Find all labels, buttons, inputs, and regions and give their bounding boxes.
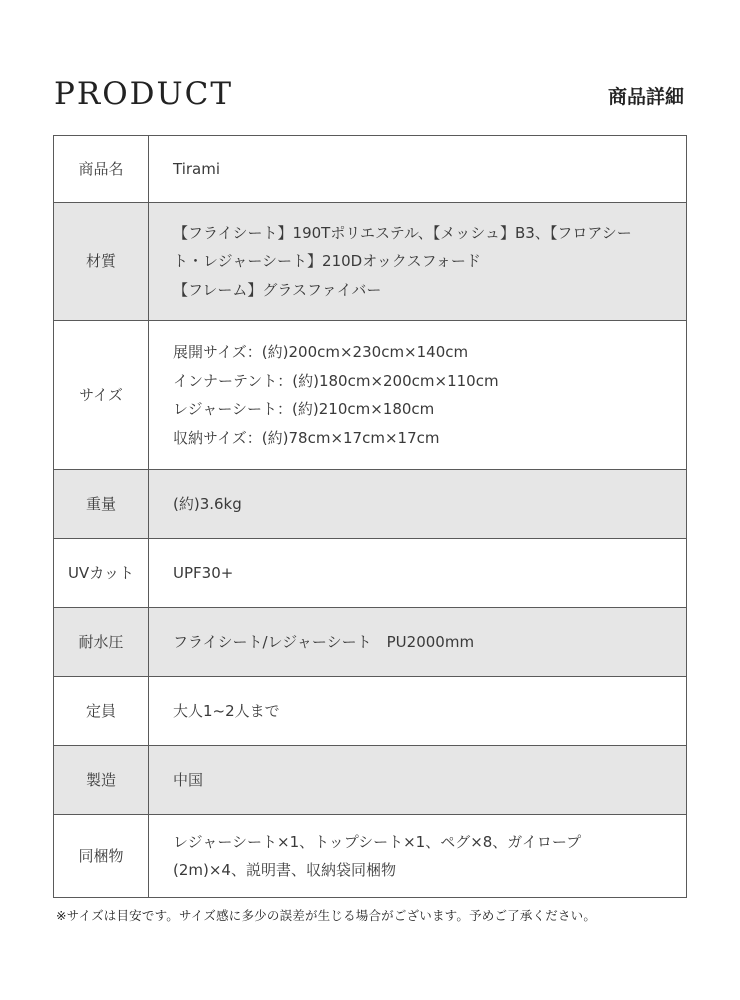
spec-label: 同梱物	[54, 815, 149, 898]
spec-label: サイズ	[54, 321, 149, 470]
spec-value	[149, 321, 687, 470]
page-subtitle: 商品詳細	[607, 86, 684, 108]
spec-value-line: 【フレーム】グラスファイバー	[173, 280, 382, 299]
spec-row-water	[54, 608, 687, 677]
spec-value: UPF30+	[149, 539, 687, 608]
spec-label: 重量	[54, 470, 149, 539]
spec-value	[149, 815, 687, 898]
spec-value: 大人1~2人まで	[149, 677, 687, 746]
spec-value: フライシート/レジャーシート PU2000mm	[149, 608, 687, 677]
spec-row-size	[54, 321, 687, 470]
spec-label: 製造	[54, 746, 149, 815]
spec-table	[53, 135, 687, 898]
spec-value-line: 収納サイズ：(約)78cm×17cm×17cm	[173, 428, 440, 447]
spec-row-origin	[54, 746, 687, 815]
spec-row-weight	[54, 470, 687, 539]
spec-value: Tirami	[149, 136, 687, 203]
spec-value-line: インナーテント：(約)180cm×200cm×110cm	[173, 371, 499, 390]
size-disclaimer-note: ※サイズは目安です。サイズ感に多少の誤差が生じる場合がございます。予めご了承ください。	[56, 908, 597, 923]
spec-value-line: レジャーシート：(約)210cm×180cm	[173, 400, 435, 418]
spec-row-uv	[54, 539, 687, 608]
spec-label: 材質	[54, 203, 149, 321]
spec-row-material	[54, 203, 687, 321]
spec-label: 定員	[54, 677, 149, 746]
spec-value-line: (2m)×4、説明書、収納袋同梱物	[173, 861, 396, 879]
spec-value: 中国	[149, 746, 687, 815]
spec-label: 耐水圧	[54, 608, 149, 677]
spec-value-line: 【フライシート】190Tポリエステル、【メッシュ】B3、【フロアシー	[173, 223, 632, 242]
spec-value-line: ト・レジャーシート】210Dオックスフォード	[173, 252, 481, 271]
spec-label: 商品名	[54, 136, 149, 203]
spec-value-line: レジャーシート×1、トップシート×1、ペグ×8、ガイロープ	[173, 832, 582, 851]
page-title: PRODUCT	[54, 76, 233, 112]
spec-value	[149, 203, 687, 321]
spec-row-name	[54, 136, 687, 203]
spec-value: (約)3.6kg	[149, 470, 687, 539]
spec-label: UVカット	[54, 539, 149, 608]
spec-value-line: 展開サイズ：(約)200cm×230cm×140cm	[173, 343, 469, 361]
spec-row-contents	[54, 815, 687, 898]
spec-row-capacity	[54, 677, 687, 746]
